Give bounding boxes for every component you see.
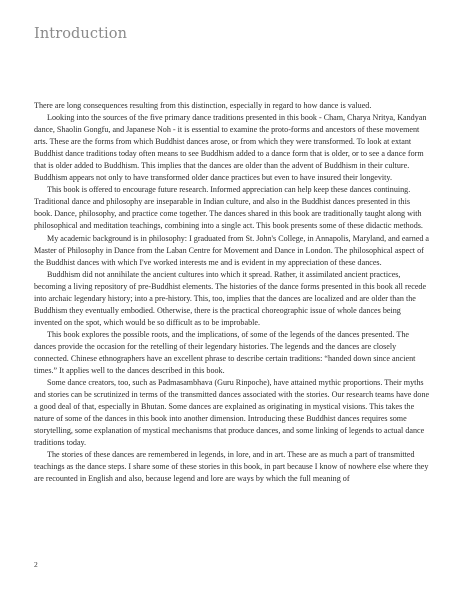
paragraph: Some dance creators, too, such as Padmasambhava (Guru Rinpoche), have attained mythic proportions. Their myths and stories can be scrutinized in terms of the transmitted dances associated with the stories. Our research teams have done a good deal of that, especially in Bhutan. Some dances are explained as originating in mystical visions. This takes the nature of some of the dances in this book into another dimension. Introducing these Buddhist dances requires some storytelling, some explanation of mystical mechanisms that produce dances, and some linking of legends to actual dance traditions today.	[34, 378, 430, 448]
paragraph: Looking into the sources of the five primary dance traditions presented in this book - Cham, Charya Nritya, Kandyan dance, Shaolin Gongfu, and Japanese Noh - it is essential to examine the proto-forms and ancestors of these movement arts. These are the forms from which Buddhist dances arose, or from which they were transformed. To look at extant Buddhist dance traditions today often means to see Buddhism added to a dance form that is older, or to see a dance form that is older added to Buddhism. This implies that the dances are older than the advent of Buddhism in their culture. Buddhism appears not only to have transformed older dance practices but even to have insured their longevity.	[34, 113, 427, 183]
body-text	[34, 100, 430, 486]
paragraph: My academic background is in philosophy: I graduated from St. John's College, in Annapolis, Maryland, and earned a Master of Philosophy in Dance from the Laban Centre for Movement and Dance in London. The philosophical aspect of the Buddhist dances with which I've worked interests me and is evident in my appreciation of these dances.	[34, 233, 430, 267]
paragraph: This book explores the possible roots, and the implications, of some of the legends of the dances presented. The dances provide the occasion for the retelling of their legendary histories. The legends and the dances are closely connected. Chinese ethnographers have an excellent phrase to describe certain traditions: “handed down since ancient times.” It applies well to the dances described in this book.	[34, 329, 416, 376]
page-number: 2	[34, 560, 38, 569]
paragraph: There are long consequences resulting from this distinction, especially in regard to how dance is valued.	[34, 101, 372, 110]
paragraph: The stories of these dances are remembered in legends, in lore, and in art. These are as much a part of transmitted teachings as the dance steps. I share some of these stories in this book, in part because I know of nowhere else where they are recounted in English and also, because legend and lore are ways by which the full meaning of	[34, 450, 429, 484]
paragraph: This book is offered to encourage future research. Informed appreciation can help keep these dances continuing. Traditional dance and philosophy are inseparable in Indian culture, and also in the Buddhist dances presented in this book. Dance, philosophy, and practice come together. The dances shared in this book are traditionally taught along with philosophical and meditation teachings, combining into a single act. This book presents some of these didactic methods.	[34, 185, 423, 231]
chapter-heading: Introduction	[34, 26, 128, 42]
paragraph: Buddhism did not annihilate the ancient cultures into which it spread. Rather, it assimilated ancient practices, becoming a living repository of pre-Buddhist elements. The histories of the dance forms presented in this book all recede into archaic legendary history; into a pre-history. This, too, implies that the dances are localized and are older than the Buddhism they eventually embodied. Otherwise, there is the practical choreographic issue of whole dances being invented on the spot, which would be so difficult as to be improbable.	[34, 269, 427, 327]
